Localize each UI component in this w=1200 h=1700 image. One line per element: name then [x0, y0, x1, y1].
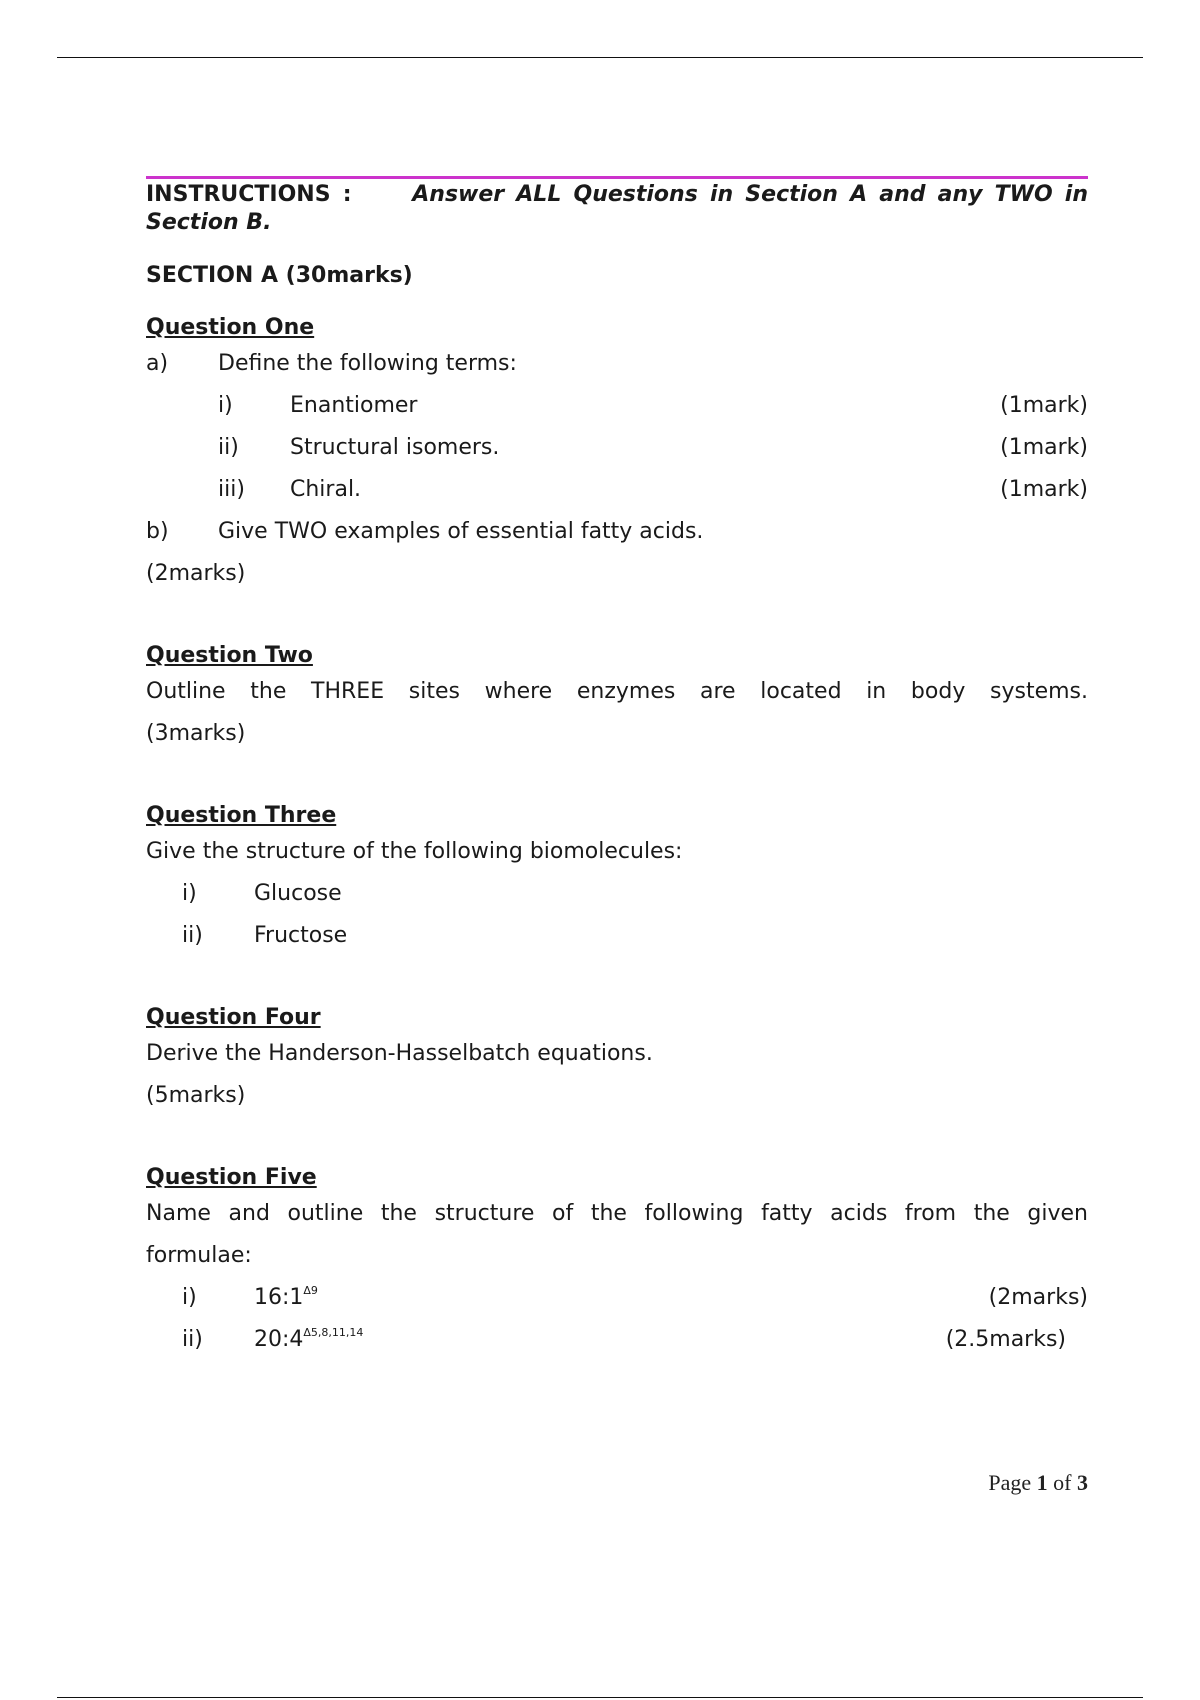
- top-rule: [57, 57, 1143, 58]
- q1-a-label: a): [146, 351, 169, 376]
- q1-b-marks: (2marks): [146, 561, 246, 586]
- q1-item-label: ii): [218, 435, 239, 460]
- page-of: of: [1053, 1470, 1072, 1495]
- q5-formula-base: 16:1: [254, 1285, 304, 1310]
- instructions: [146, 181, 1088, 237]
- q1-item: [146, 469, 1088, 511]
- q1-part-b: [146, 511, 1088, 553]
- q1-item-text: Structural isomers.: [290, 435, 500, 460]
- q2-marks: (3marks): [146, 721, 246, 746]
- q3-item: [146, 873, 1088, 915]
- q1-b-label: b): [146, 519, 169, 544]
- question-one-heading: Question One: [146, 315, 315, 340]
- q1-item-label: i): [218, 393, 233, 418]
- q3-item-label: ii): [182, 923, 203, 948]
- q1-item: [146, 385, 1088, 427]
- q5-formula-sup: Δ5,8,11,14: [303, 1326, 364, 1339]
- q1-item-text: Enantiomer: [290, 393, 418, 418]
- q5-item-marks: (2marks): [988, 1285, 1088, 1310]
- page-total: 3: [1077, 1470, 1088, 1495]
- q5-text: Name and outline the structure of the following fatty acids from the given: [146, 1201, 1088, 1226]
- q5-item-label: i): [182, 1285, 197, 1310]
- instructions-text: Answer ALL Questions in Section A and any TWO in Section B.: [146, 182, 1088, 235]
- q1-a-text: Define the following terms:: [218, 351, 517, 376]
- q3-text: Give the structure of the following biomolecules:: [146, 839, 683, 864]
- q5-item-formula: [254, 1277, 989, 1319]
- q1-item-marks: (1mark): [1000, 435, 1088, 460]
- q2-text: Outline the THREE sites where enzymes are located in body systems.: [146, 679, 1088, 704]
- q3-item-text: Fructose: [254, 923, 348, 948]
- page-number: [988, 1470, 1088, 1496]
- q1-item: [146, 427, 1088, 469]
- exam-content: [146, 176, 1088, 1361]
- instructions-label: INSTRUCTIONS :: [146, 182, 352, 207]
- q5-formula-sup: Δ9: [303, 1284, 318, 1297]
- q4-marks: (5marks): [146, 1083, 246, 1108]
- question-three-heading: Question Three: [146, 803, 337, 828]
- q1-item-label: iii): [218, 477, 245, 502]
- q5-item-label: ii): [182, 1327, 203, 1352]
- q1-part-a: [146, 343, 1088, 385]
- section-title: SECTION A (30marks): [146, 263, 413, 288]
- q3-item-text: Glucose: [254, 881, 342, 906]
- q5-formula-base: 20:4: [254, 1327, 304, 1352]
- q3-item: [146, 915, 1088, 957]
- q4-text: Derive the Handerson-Hasselbatch equations.: [146, 1041, 653, 1066]
- q5-item-marks: (2.5marks): [945, 1327, 1066, 1352]
- q1-item-marks: (1mark): [1000, 477, 1088, 502]
- q1-b-text: Give TWO examples of essential fatty acids.: [218, 519, 704, 544]
- q3-item-label: i): [182, 881, 197, 906]
- instructions-border: [146, 176, 1088, 179]
- question-four-heading: Question Four: [146, 1005, 321, 1030]
- q1-item-text: Chiral.: [290, 477, 362, 502]
- page-prefix: Page: [988, 1470, 1032, 1495]
- page-current: 1: [1036, 1470, 1048, 1495]
- q5-text-cont: formulae:: [146, 1243, 252, 1268]
- q5-item: [146, 1319, 1088, 1361]
- question-five-heading: Question Five: [146, 1165, 317, 1190]
- question-two-heading: Question Two: [146, 643, 313, 668]
- q5-item: [146, 1277, 1088, 1319]
- q1-item-marks: (1mark): [1000, 393, 1088, 418]
- bottom-rule: [57, 1697, 1143, 1698]
- q5-item-formula: [254, 1319, 946, 1361]
